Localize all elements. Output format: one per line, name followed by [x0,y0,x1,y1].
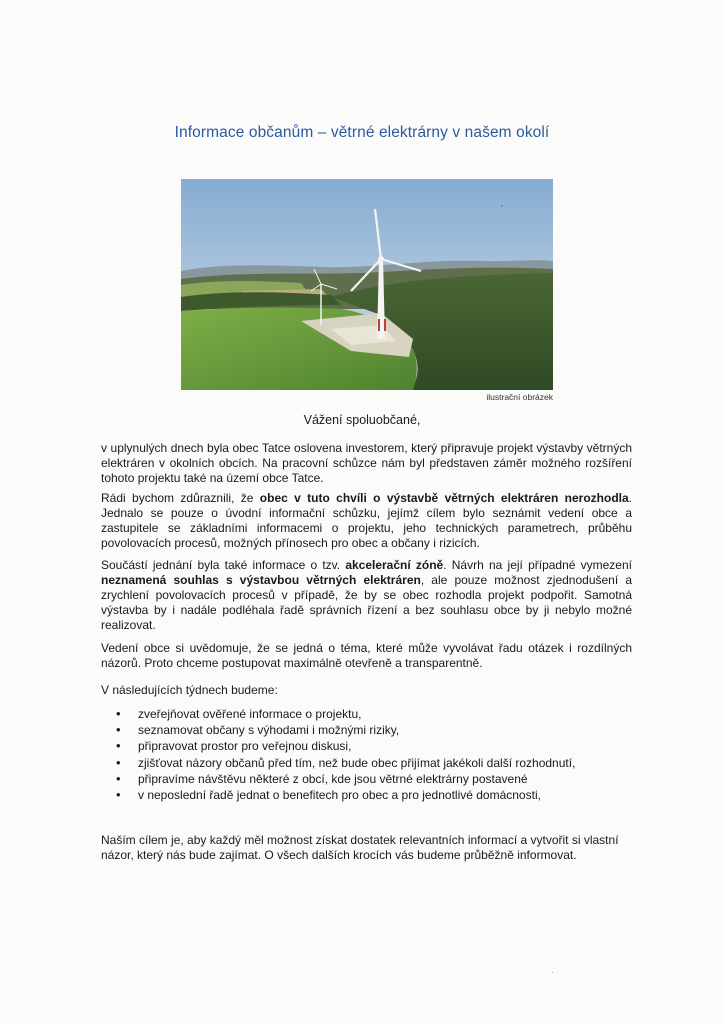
paragraph-3-bold-2: neznamená souhlas s výstavbou větrných elektráren [101,573,421,587]
paragraph-5: V následujících týdnech budeme: [101,683,278,697]
paragraph-6: Naším cílem je, aby každý měl možnost získat dostatek relevantních informací a vytvořit si vlastní názor, který nás bude zajímat. O všech dalších krocích vás budeme průběžně informovat. [101,833,619,862]
paragraph-3-text-c: , ale pouze možnost zjednodušení a zrychlení povolovacích procesů v případě, že by se obec rozhodla projekt podpořit. Samotná výstavba by i nadále podléhala řadě správních řízení a bez souhlasu obce by ji nebylo možné realizovat. [101,573,632,632]
scan-speck [501,205,503,207]
paragraph-2-text-b: . Jednalo se pouze o úvodní informační schůzku, jejímž cílem bylo seznámit vedení obce a zastupitele se základními informacemi o projektu, jeho technických parametrech, průběhu povolovacích procesů, možných přínosech pro obec a občany i rizicích. [101,491,632,550]
list-item: • připravovat prostor pro veřejnou diskusi, [112,738,632,754]
list-item: • zjišťovat názory občanů před tím, než bude obec přijímat jakékoli další rozhodnutí, [112,755,632,771]
paragraph-3 [101,558,632,633]
scan-speck [552,972,553,973]
image-caption: ilustrační obrázek [486,392,553,402]
paragraph-4: Vedení obce si uvědomuje, že se jedná o téma, které může vyvolávat řadu otázek i rozdílných názorů. Proto chceme postupovat maximálně otevřeně a transparentně. [101,641,632,670]
paragraph-1: v uplynulých dnech byla obec Tatce oslovena investorem, který připravuje projekt výstavby větrných elektráren v okolních obcích. Na pracovní schůzce nám byl představen záměr možného rozšíření tohoto projektu také na území obce Tatce. [101,441,632,485]
list-item: • zveřejňovat ověřené informace o projektu, [112,706,632,722]
page-title: Informace občanům – větrné elektrárny v našem okolí [174,124,550,141]
plans-list [112,706,632,803]
list-item: • seznamovat občany s výhodami i možnými riziky, [112,722,632,738]
paragraph-3-text-b: . Návrh na její případné vymezení [443,558,632,572]
paragraph-2 [101,491,632,551]
paragraph-2-bold: obec v tuto chvíli o výstavbě větrných elektráren nerozhodla [259,491,629,505]
list-item: • v neposlední řadě jednat o benefitech pro obec a pro jednotlivé domácnosti, [112,787,632,803]
greeting: Vážení spoluobčané, [303,413,421,427]
paragraph-3-bold-1: akcelerační zóně [345,558,444,572]
paragraph-2-text-a: Rádi bychom zdůraznili, že [101,491,260,505]
paragraph-3-text-a: Součástí jednání byla také informace o tzv. [101,558,346,572]
list-item: • připravíme návštěvu některé z obcí, kde jsou větrné elektrárny postavené [112,771,632,787]
wind-turbine-photo [181,179,553,390]
